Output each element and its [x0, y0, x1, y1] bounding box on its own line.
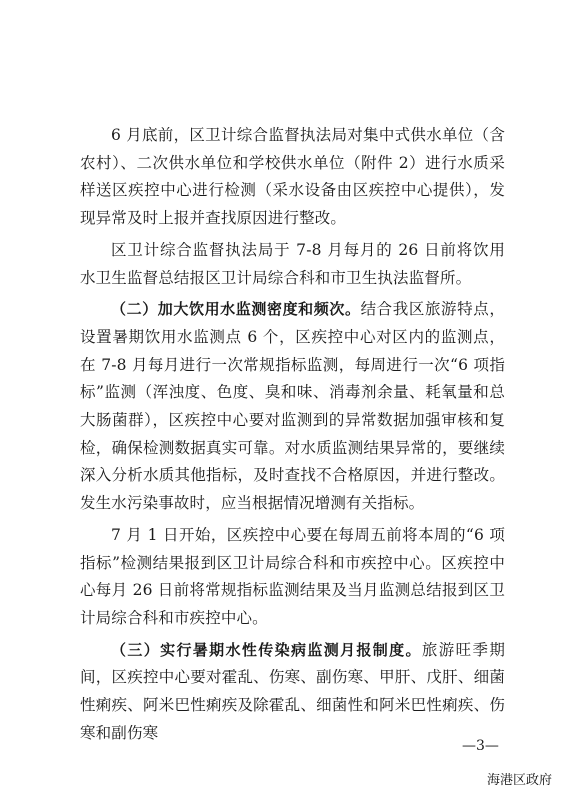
- document-body: [80, 122, 505, 751]
- paragraph-5: [80, 637, 505, 748]
- page-number: —3—: [462, 738, 499, 754]
- paragraph-2-text: 区卫计综合监督执法局于 7-8 月每月的 26 日前将饮用水卫生监督总结报区卫计局综合科和市卫生执法监督所。: [80, 240, 505, 287]
- source-watermark: 海港区政府: [486, 773, 552, 788]
- paragraph-4: [80, 522, 505, 633]
- paragraph-2: [80, 237, 505, 292]
- paragraph-1: [80, 122, 505, 233]
- paragraph-3-text: 结合我区旅游特点，设置暑期饮用水监测点 6 个，区疾控中心对区内的监测点，在 7-8 月每月进行一次常规指标监测，每周进行一次“6 项指标”监测（浑浊度、色度、臭和味、消毒剂余量、耗氧量和总大肠菌群），区疾控中心要对监测到的异常数据加强审核和复检，确保检测数据真实可靠。对水质监测结果异常的，要继续深入分析水质其他指标，及时查找不合格原因，并进行整改。发生水污染事故时，应当根据情况增测有关指标。: [80, 300, 505, 513]
- section-heading-3: （三）实行暑期水性传染病监测月报制度。: [111, 640, 422, 659]
- section-heading-2: （二）加大饮用水监测密度和频次。: [111, 300, 361, 319]
- paragraph-4-text: 7 月 1 日开始，区疾控中心要在每周五前将本周的“6 项指标”检测结果报到区卫计局综合科和市疾控中心。区疾控中心每月 26 日前将常规指标监测结果及当月监测总结报到区卫计局综合科和市疾控中心。: [80, 525, 505, 627]
- paragraph-3: [80, 296, 505, 518]
- paragraph-5-text: 旅游旺季期间，区疾控中心要对霍乱、伤寒、副伤寒、甲肝、戊肝、细菌性痢疾、阿米巴性痢疾及除霍乱、细菌性和阿米巴性痢疾、伤寒和副伤寒: [80, 640, 505, 742]
- paragraph-1-text: 6 月底前，区卫计综合监督执法局对集中式供水单位（含农村）、二次供水单位和学校供水单位（附件 2）进行水质采样送区疾控中心进行检测（采水设备由区疾控中心提供），发现异常及时上报并查找原因进行整改。: [80, 126, 505, 228]
